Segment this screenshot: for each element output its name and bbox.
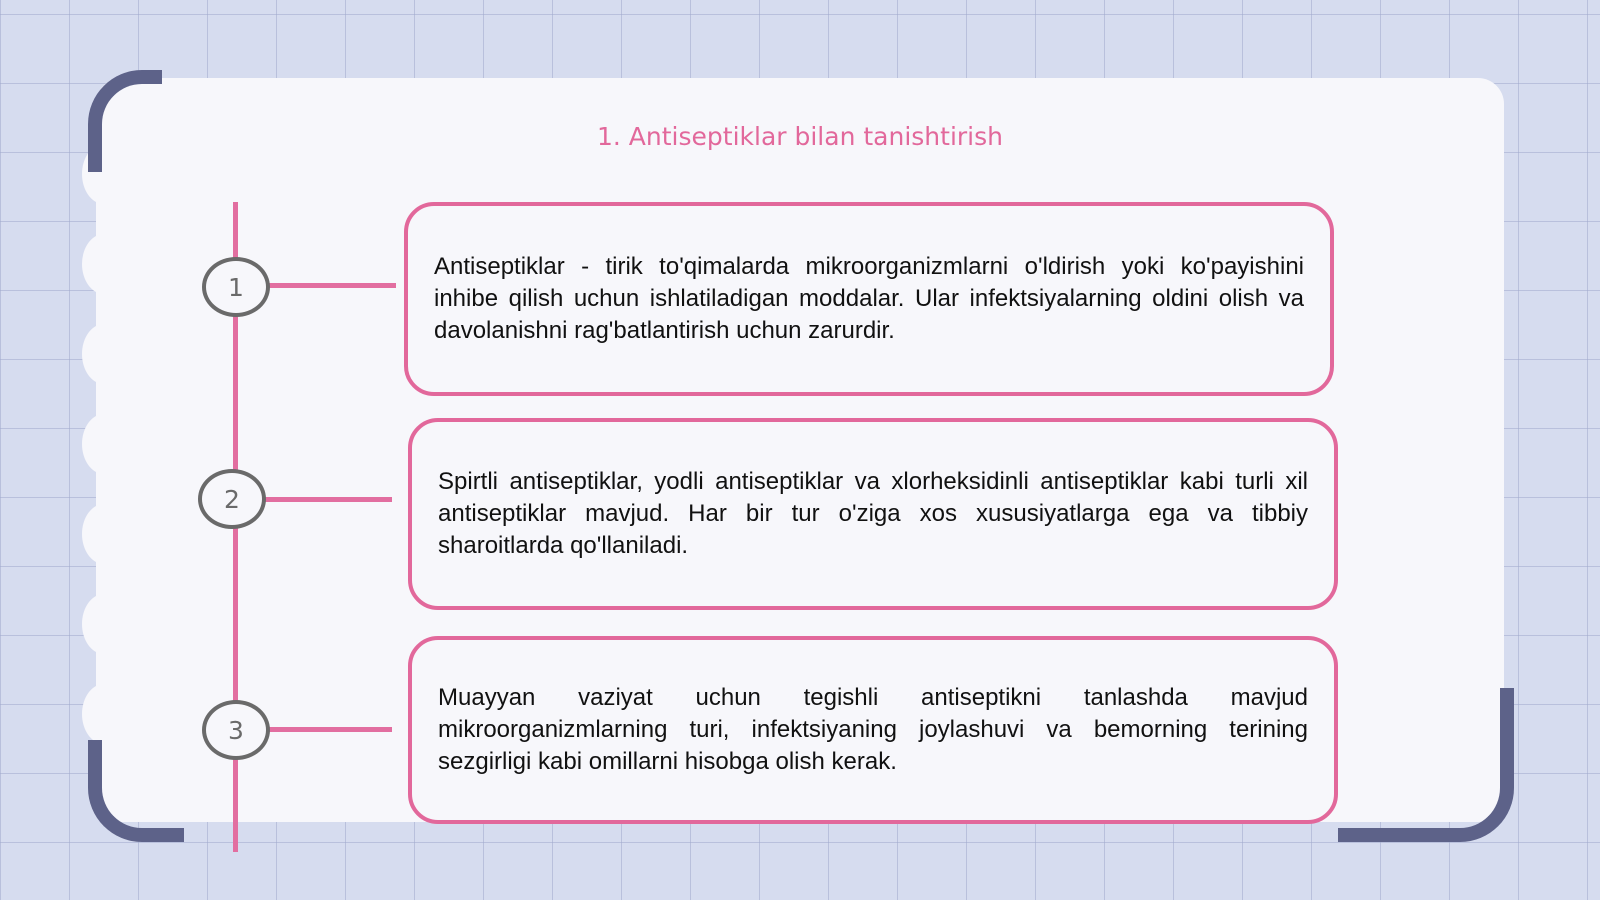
slide-title: 1. Antiseptiklar bilan tanishtirish bbox=[597, 122, 1003, 151]
corner-bracket-bottom-left bbox=[88, 740, 184, 842]
timeline-connector bbox=[266, 283, 396, 288]
step-text-3: Muayyan vaziyat uchun tegishli antiseptikni tanlashda mavjud mikroorganizmlarning turi, infektsiyaning joylashuvi va bemorning terining sezgirligi kabi omillarni hisobga olish kerak. bbox=[438, 684, 1308, 775]
step-card-2 bbox=[408, 418, 1338, 610]
corner-bracket-top-left bbox=[88, 70, 162, 172]
step-text-1: Antiseptiklar - tirik to'qimalarda mikroorganizmlarni o'ldirish yoki ko'payishini inhibe qilish uchun ishlatiladigan moddalar. Ular infektsiyalarning oldini olish va davolanishni rag'batlantirish uchun zarurdir. bbox=[434, 253, 1304, 344]
paper-scallop bbox=[82, 234, 126, 294]
paper-scallop bbox=[82, 504, 126, 564]
paper-scallop bbox=[82, 414, 126, 474]
step-card-3 bbox=[408, 636, 1338, 824]
step-number-2: 2 bbox=[198, 469, 266, 529]
step-card-1 bbox=[404, 202, 1334, 396]
step-number-1: 1 bbox=[202, 257, 270, 317]
step-text-2: Spirtli antiseptiklar, yodli antiseptiklar va xlorheksidinli antiseptiklar kabi turli xil antiseptiklar mavjud. Har bir tur o'ziga xos xususiyatlarga ega va tibbiy sharoitlarda qo'llaniladi. bbox=[438, 468, 1308, 559]
paper-scallop bbox=[82, 594, 126, 654]
paper-scallop bbox=[82, 684, 126, 744]
timeline-connector bbox=[262, 497, 392, 502]
step-number-3: 3 bbox=[202, 700, 270, 760]
paper-scallop bbox=[82, 324, 126, 384]
corner-bracket-bottom-right bbox=[1338, 688, 1514, 842]
timeline-connector bbox=[266, 727, 392, 732]
